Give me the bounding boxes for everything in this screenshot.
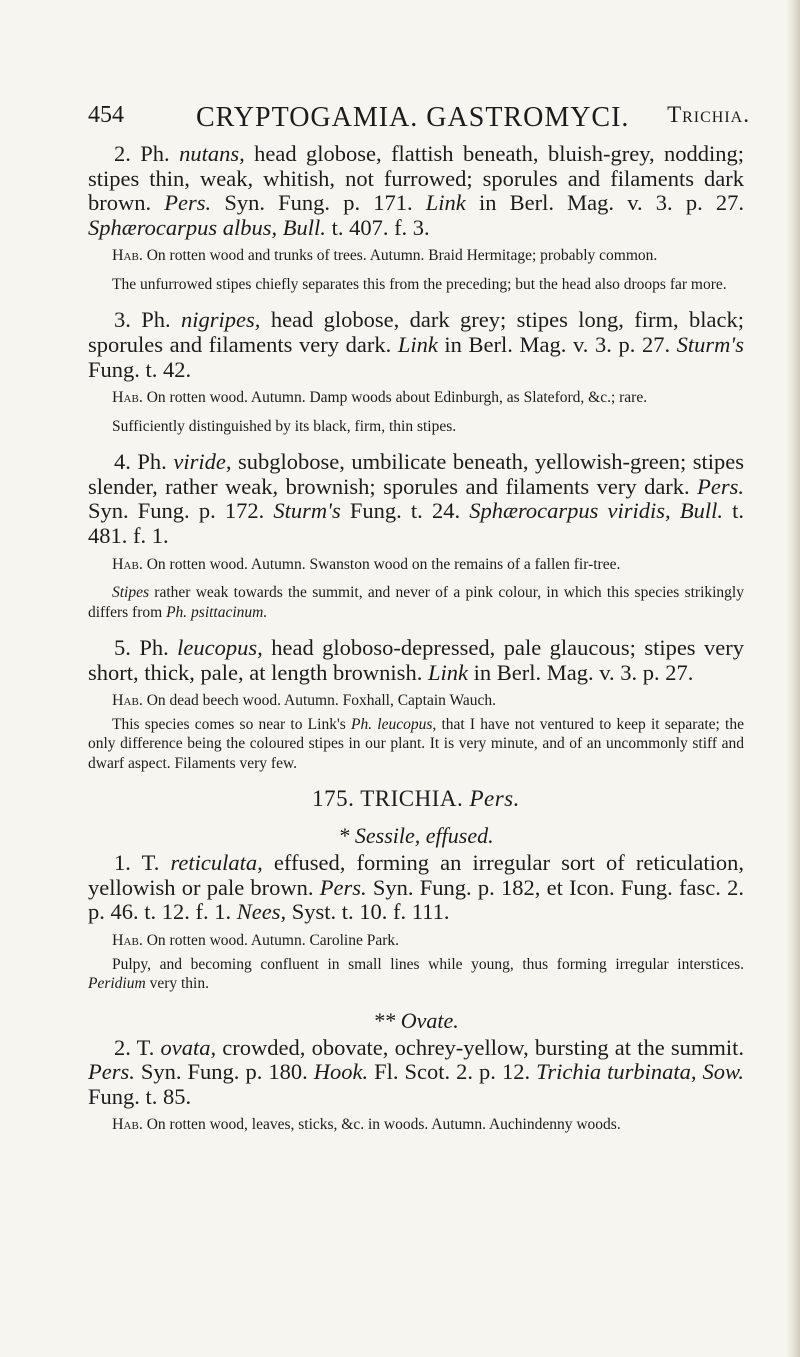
species-name: ovata, (160, 1034, 217, 1060)
habitat-text: On rotten wood. Autumn. Damp woods about Edinburgh, as Slateford, &c.; rare. (142, 389, 648, 407)
section-heading-sessile: * Sessile, effused. (338, 823, 494, 849)
remark-note (88, 583, 744, 622)
species-entry-leucopus (88, 636, 744, 685)
habitat-note (88, 555, 744, 575)
description: effused, forming an irregular sort of reticulation, yellowish or pale brown. (88, 850, 745, 900)
remark-text: rather weak towards the summit, and never of a pink colour, in which this species strikingly differs from (88, 584, 744, 621)
page-number: 454 (88, 102, 124, 128)
citation-text: Syn. Fung. p. 171. (211, 190, 426, 216)
citation-text: in Berl. Mag. v. 3. p. 27. (465, 190, 745, 216)
citation-author: Link (397, 331, 438, 357)
remark-reference: Ph. leucopus, (350, 715, 437, 733)
species-entry-ovata (88, 1036, 744, 1110)
entry-number: 4. (114, 449, 131, 475)
citation-author: Pers. (164, 190, 212, 216)
citation-text: Syst. t. 10. f. 111. (286, 899, 450, 925)
habitat-note (88, 246, 744, 266)
habitat-note (88, 1115, 744, 1135)
citation-text: Fung. t. 24. (340, 498, 470, 524)
citation-text: t. 407. f. 3. (325, 214, 430, 240)
habitat-label: Hab. (112, 1116, 143, 1134)
genus-abbrev: T. (141, 850, 160, 876)
citation-author: Link (425, 190, 466, 216)
citation-text: Syn. Fung. p. 172. (88, 498, 274, 524)
remark-note: Sufficiently distinguished by its black, firm, thin stipes. (112, 417, 457, 435)
entry-number: 2. (114, 141, 131, 166)
citation-author: Link (427, 659, 468, 685)
genus-heading-text: 175. TRICHIA. (312, 786, 470, 812)
remark-term: Stipes (112, 584, 150, 602)
citation-synonym: Trichia turbinata, Sow. (536, 1059, 744, 1085)
citation-text: Syn. Fung. p. 180. (134, 1059, 314, 1085)
genus-abbrev: Ph. (141, 307, 171, 333)
page-edge-shadow (786, 0, 800, 1357)
entry-number: 2. (114, 1034, 131, 1060)
section-heading-ovate: ** Ovate. (373, 1007, 459, 1033)
citation-text: Fung. t. 42. (88, 356, 192, 382)
citation-author: Sturm's (273, 498, 341, 524)
genus-abbrev: Ph. (137, 449, 167, 475)
description: head globose, dark grey; stipes long, firm, black; sporules and filaments very dark. (88, 307, 745, 357)
habitat-text: On rotten wood and trunks of trees. Autumn. Braid Hermitage; probably common. (142, 247, 658, 265)
page-header (88, 102, 750, 136)
remark-text: This species comes so near to Link's (112, 715, 351, 733)
genus-abbrev: Ph. (139, 635, 169, 661)
habitat-text: On dead beech wood. Autumn. Foxhall, Captain Wauch. (142, 692, 497, 710)
species-name: reticulata, (170, 850, 263, 876)
description: crowded, obovate, ochrey-yellow, bursting at the summit. (216, 1034, 744, 1060)
remark-text: Pulpy, and becoming confluent in small lines while young, thus forming irregular interstices. (112, 955, 744, 973)
citation-synonym: Sphærocarpus albus, Bull. (88, 214, 326, 240)
citation-text: Syn. Fung. p. 182, et Icon. Fung. fasc. 2. p. 46. t. 12. f. 1. (88, 874, 744, 925)
genus-heading (88, 785, 744, 813)
citation-author: Pers. (319, 874, 367, 900)
species-entry-nigripes (88, 308, 744, 382)
habitat-label: Hab. (112, 692, 143, 710)
habitat-note (88, 691, 744, 711)
page-body (88, 142, 744, 1135)
citation-text: t. 481. f. 1. (88, 498, 744, 548)
citation-author: Sturm's (676, 331, 744, 357)
habitat-text: On rotten wood, leaves, sticks, &c. in woods. Autumn. Auchindenny woods. (142, 1116, 621, 1134)
citation-text: in Berl. Mag. v. 3. p. 27. (437, 331, 677, 357)
citation-text: Fung. t. 85. (88, 1083, 192, 1109)
remark-note: The unfurrowed stipes chiefly separates this from the preceding; but the head also droops far more. (112, 275, 727, 293)
entry-number: 5. (114, 635, 131, 661)
description: head globose, flattish beneath, bluish-grey, nodding; stipes thin, weak, whitish, not furrowed; sporules and filaments dark brown. (88, 141, 745, 216)
species-name: nigripes, (181, 307, 261, 333)
citation-author: Nees, (236, 899, 287, 925)
genus-abbrev: Ph. (140, 141, 170, 166)
genus-heading-author: Pers. (469, 786, 520, 812)
habitat-label: Hab. (112, 555, 143, 573)
species-entry-reticulata (88, 851, 744, 925)
remark-text: that I have not ventured to keep it separate; the only difference being the coloured stipes in our plant. It is very minute, and of an uncommonly stiff and dwarf aspect. Filaments very few. (88, 715, 744, 772)
habitat-label: Hab. (112, 247, 143, 265)
genus-abbrev: T. (136, 1034, 155, 1060)
remark-note (88, 955, 744, 994)
citation-text: in Berl. Mag. v. 3. p. 27. (467, 659, 694, 685)
species-entry-viride (88, 450, 744, 548)
citation-author: Pers. (697, 473, 744, 499)
remark-reference: Ph. psittacinum. (166, 603, 268, 621)
remark-term: Peridium (88, 975, 146, 992)
citation-author: Hook. (313, 1059, 369, 1085)
species-entry-nutans (88, 142, 744, 240)
species-name: leucopus, (177, 635, 263, 661)
entry-number: 3. (114, 307, 131, 333)
species-name: viride, (173, 449, 232, 475)
habitat-label: Hab. (112, 932, 143, 949)
citation-text: Fl. Scot. 2. p. 12. (368, 1059, 537, 1085)
citation-author: Pers. (88, 1059, 135, 1085)
description: subglobose, umbilicate beneath, yellowish-green; stipes slender, rather weak, brownish; sporules and filaments very dark. (88, 449, 745, 499)
running-head: Trichia. (667, 102, 750, 127)
description: head globoso-depressed, pale glaucous; stipes very short, thick, pale, at length brownish. (88, 635, 744, 685)
entry-number: 1. (114, 850, 131, 876)
habitat-text: On rotten wood. Autumn. Caroline Park. (142, 932, 399, 949)
habitat-text: On rotten wood. Autumn. Swanston wood on the remains of a fallen fir-tree. (142, 555, 621, 573)
page-title: CRYPTOGAMIA. GASTROMYCI. (196, 102, 630, 133)
species-name: nutans, (179, 141, 245, 166)
remark-text: very thin. (145, 975, 209, 992)
habitat-label: Hab. (112, 389, 143, 407)
remark-note (88, 715, 744, 774)
habitat-note (88, 388, 744, 408)
habitat-note (88, 931, 744, 951)
citation-synonym: Sphærocarpus viridis, Bull. (469, 498, 723, 524)
